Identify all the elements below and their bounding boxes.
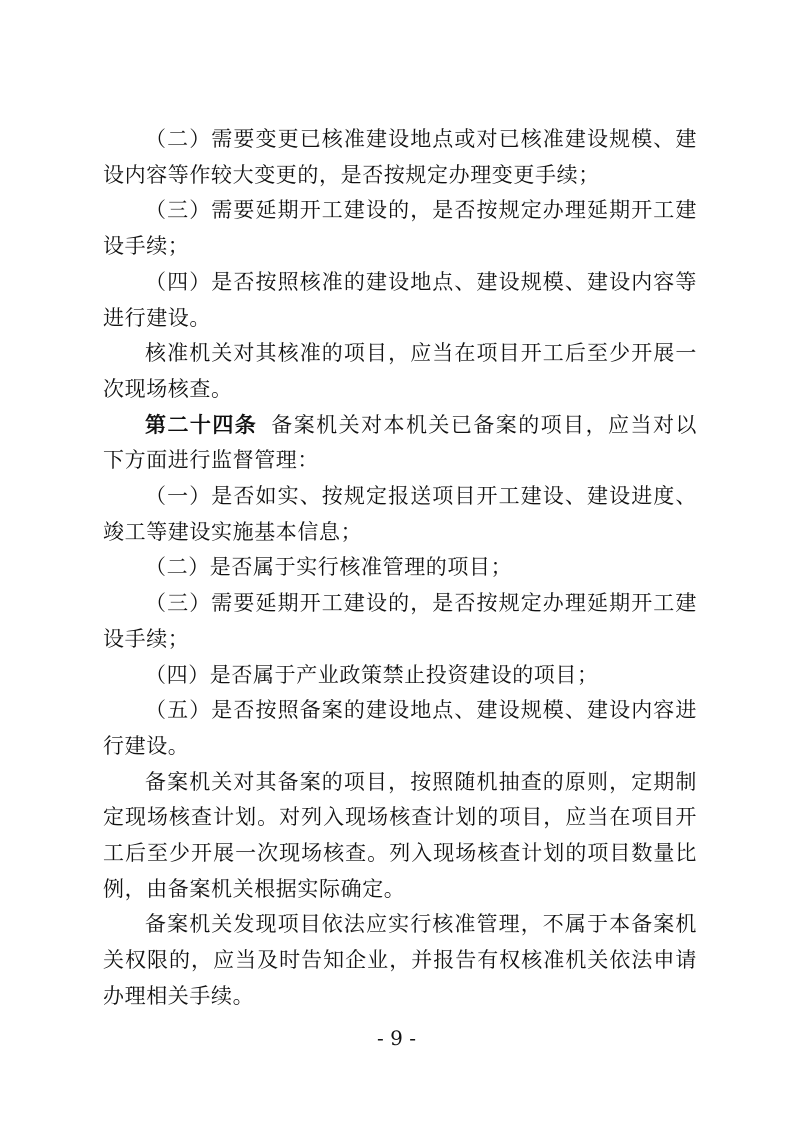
paragraph: （四）是否按照核准的建设地点、建设规模、建设内容等进行建设。 (103, 269, 697, 330)
paragraph: 核准机关对其核准的项目，应当在项目开工后至少开展一次现场核查。 (103, 341, 697, 401)
paragraph: （五）是否按照备案的建设地点、建设规模、建设内容进行建设。 (103, 698, 697, 758)
paragraph: （二）是否属于实行核准管理的项目； (145, 555, 513, 580)
paragraph: 备案机关发现项目依法应实行核准管理，不属于本备案机关权限的，应当及时告知企业，并报告有权核准机关依法申请办理相关手续。 (103, 912, 697, 1008)
article-number: 第二十四条 (145, 412, 258, 437)
article-text: 备案机关对本机关已备案的项目，应当对以下方面进行监督管理： (103, 412, 697, 473)
article-paragraph (103, 408, 697, 479)
page-number: - 9 - (377, 1026, 416, 1050)
paragraph: （一）是否如实、按规定报送项目开工建设、建设进度、竣工等建设实施基本信息； (103, 484, 697, 544)
paragraph: 备案机关对其备案的项目，按照随机抽查的原则，定期制定现场核查计划。对列入现场核查计划的项目，应当在项目开工后至少开展一次现场核查。列入现场核查计划的项目数量比例，由备案机关根据实际确定。 (103, 769, 697, 901)
body-text (103, 122, 697, 1015)
paragraph: （三）需要延期开工建设的，是否按规定办理延期开工建设手续； (103, 591, 697, 651)
paragraph: （四）是否属于产业政策禁止投资建设的项目； (145, 662, 599, 687)
paragraph: （二）需要变更已核准建设地点或对已核准建设规模、建设内容等作较大变更的，是否按规定办理变更手续； (103, 127, 697, 187)
paragraph: （三）需要延期开工建设的，是否按规定办理延期开工建设手续； (103, 198, 697, 259)
